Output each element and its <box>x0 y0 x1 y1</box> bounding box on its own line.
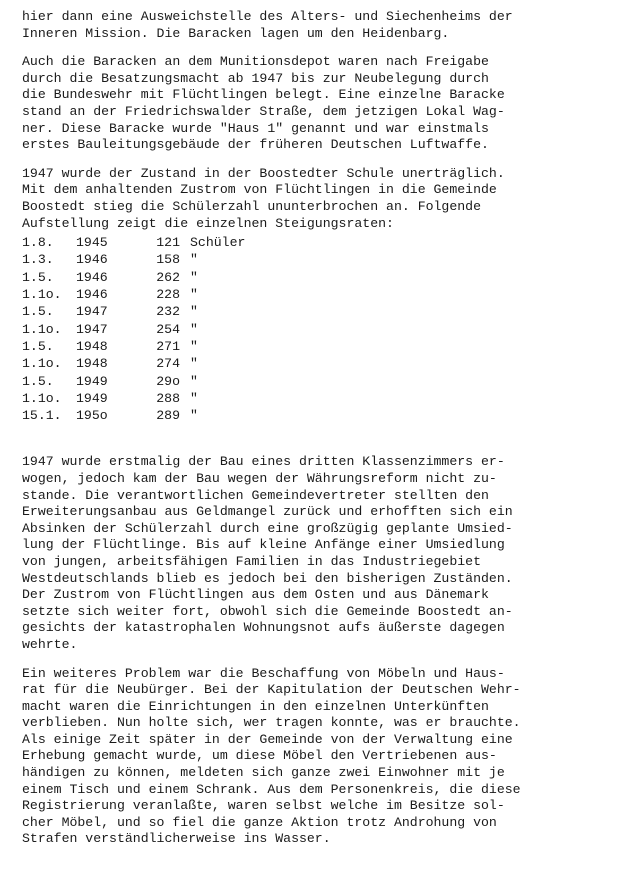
row-count: 262 <box>156 269 180 285</box>
row-date: 15.1. <box>22 408 62 424</box>
row-unit: " <box>190 408 198 424</box>
row-year: 1945 <box>76 235 108 251</box>
section-gap <box>22 424 612 454</box>
student-count-table <box>22 234 612 424</box>
row-date: 1.1o. <box>22 390 62 406</box>
row-count: 29o <box>156 373 180 389</box>
row-count: 158 <box>156 252 180 268</box>
table-row <box>22 286 612 303</box>
row-date: 1.5. <box>22 269 54 285</box>
row-count: 289 <box>156 408 180 424</box>
row-date: 1.8. <box>22 235 54 251</box>
row-year: 1948 <box>76 338 108 354</box>
table-row <box>22 251 612 268</box>
table-row <box>22 269 612 286</box>
paragraph-klassenzimmer: 1947 wurde erstmalig der Bau eines dritten Klassenzimmers er- wogen, jedoch kam der Bau wegen der Währungsreform nicht zu- stande. Die verantwortlichen Gemeindevertreter stellten den Erweiterungsanbau aus Geldmangel zurück und erhofften sich ein Absinken der Schülerzahl durch eine großzügig geplante Umsied- lung der Flüchtlinge. Bis auf kleine Anfänge einer Umsiedlung von jungen, arbeitsfähigen Familien in das Industriegebiet Westdeutschlands blieb es jedoch bei den bisherigen Zuständen. Der Zustrom von Flüchtlingen aus dem Osten und aus Dänemark setzte sich weiter fort, obwohl sich die Gemeinde Boostedt an- gesichts der katastrophalen Wohnungsnot aufs äußerste dagegen wehrte. <box>22 454 513 652</box>
paragraph-munitionsdepot: Auch die Baracken an dem Munitionsdepot waren nach Freigabe durch die Besatzungsmacht ab 1947 bis zur Neubelegung durch die Bundeswehr mit Flüchtlingen belegt. Eine einzelne Baracke stand an der Friedrichswalder Straße, dem jetzigen Lokal Wag- ner. Diese Baracke wurde "Haus 1" genannt und war einstmals erstes Bauleitungsgebäude der früheren Deutschen Luftwaffe. <box>22 54 505 153</box>
row-date: 1.1o. <box>22 287 62 303</box>
paragraph-schule: 1947 wurde der Zustand in der Boostedter Schule unerträglich. Mit dem anhaltenden Zustrom von Flüchtlingen in die Gemeinde Boostedt stieg die Schülerzahl ununterbrochen an. Folgende Aufstellung zeigt die einzelnen Steigungsraten: <box>22 165 505 231</box>
row-year: 1949 <box>76 373 108 389</box>
table-row <box>22 355 612 372</box>
row-unit: " <box>190 252 198 268</box>
row-unit: " <box>190 356 198 372</box>
table-row <box>22 321 612 338</box>
row-unit: " <box>190 373 198 389</box>
paragraph-gap <box>22 654 612 666</box>
row-date: 1.5. <box>22 338 54 354</box>
document-page <box>22 9 612 848</box>
row-unit: " <box>190 269 198 285</box>
row-count: 274 <box>156 356 180 372</box>
row-date: 1.1o. <box>22 356 62 372</box>
row-count: 121 <box>156 235 180 251</box>
row-year: 1946 <box>76 269 108 285</box>
paragraph-moebel: Ein weiteres Problem war die Beschaffung von Möbeln und Haus- rat für die Neubürger. Bei der Kapitulation der Deutschen Wehr- macht waren die Einrichtungen in den einzelnen Unterkünften verblieben. Nun holte sich, wer tragen konnte, was er brauchte. Als einige Zeit später in der Gemeinde von der Verwaltung eine Erhebung gemacht wurde, um diese Möbel den Vertriebenen aus- händigen zu können, meldeten sich ganze zwei Einwohner mit je einem Tisch und einem Schrank. Aus dem Personenkreis, die diese Registrierung veranlaßte, waren selbst welche im Besitze sol- cher Möbel, und so fiel die ganze Aktion trotz Androhung von Strafen verständlicherweise ins Wasser. <box>22 665 521 847</box>
row-year: 1949 <box>76 390 108 406</box>
row-unit: Schüler <box>190 235 246 251</box>
row-count: 254 <box>156 321 180 337</box>
row-unit: " <box>190 338 198 354</box>
table-row <box>22 407 612 424</box>
row-year: 1946 <box>76 252 108 268</box>
table-row <box>22 390 612 407</box>
row-date: 1.1o. <box>22 321 62 337</box>
row-year: 195o <box>76 408 108 424</box>
row-year: 1947 <box>76 321 108 337</box>
table-row <box>22 234 612 251</box>
row-date: 1.5. <box>22 304 54 320</box>
table-row <box>22 373 612 390</box>
paragraph-intro: hier dann eine Ausweichstelle des Alters- und Siechenheims der Inneren Mission. Die Baracken lagen um den Heidenbarg. <box>22 9 513 41</box>
row-date: 1.5. <box>22 373 54 389</box>
row-unit: " <box>190 304 198 320</box>
row-date: 1.3. <box>22 252 54 268</box>
row-year: 1946 <box>76 287 108 303</box>
row-unit: " <box>190 287 198 303</box>
table-row <box>22 303 612 320</box>
table-row <box>22 338 612 355</box>
row-count: 232 <box>156 304 180 320</box>
row-count: 288 <box>156 390 180 406</box>
row-year: 1948 <box>76 356 108 372</box>
row-year: 1947 <box>76 304 108 320</box>
paragraph-gap <box>22 154 612 166</box>
row-unit: " <box>190 390 198 406</box>
row-count: 228 <box>156 287 180 303</box>
row-unit: " <box>190 321 198 337</box>
paragraph-gap <box>22 42 612 54</box>
row-count: 271 <box>156 338 180 354</box>
